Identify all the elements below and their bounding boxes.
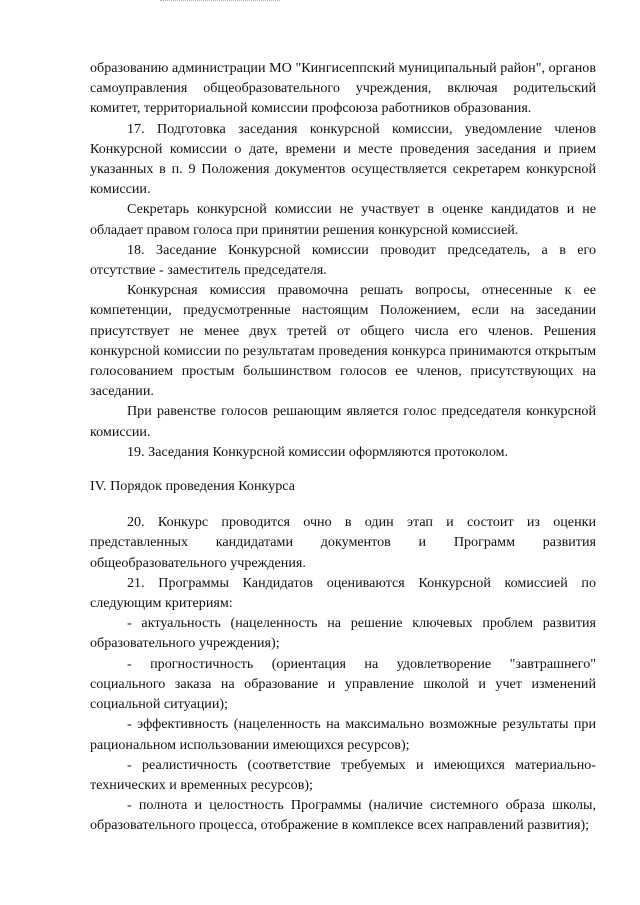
document-page — [90, 58, 596, 836]
criterion-realism: - реалистичность (соответствие требуемых и имеющихся материально-технических и временных ресурсов); — [90, 756, 596, 793]
paragraph-19: 19. Заседания Конкурсной комиссии оформляются протоколом. — [127, 443, 509, 460]
paragraphs-before — [90, 58, 596, 462]
criterion-relevance: - актуальность (нацеленность на решение ключевых проблем развития образовательного учреждения); — [90, 615, 596, 652]
paragraph-20: 20. Конкурс проводится очно в один этап и состоит из оценки представленных кандидатами документов и Программ развития общеобразовательного учреждения. — [90, 514, 596, 571]
section-heading: IV. Порядок проведения Конкурса — [90, 478, 295, 495]
paragraph-21: 21. Программы Кандидатов оцениваются Конкурсной комиссией по следующим критериям: — [90, 574, 596, 612]
criterion-efficiency: - эффективность (нацеленность на максимально возможные результаты при рациональном использовании имеющихся ресурсов); — [90, 716, 596, 753]
criterion-prognostic: - прогностичность (ориентация на удовлетворение "завтрашнего" социального заказа на образование и управление школой и учет изменений социальной ситуации); — [90, 655, 596, 713]
paragraph-18: 18. Заседание Конкурсной комиссии проводит председатель, а в его отсутствие - заместитель председателя. — [90, 241, 596, 279]
paragraph-17-secretary: Секретарь конкурсной комиссии не участвует в оценке кандидатов и не обладает правом голоса при принятии решения конкурсной комиссией. — [90, 201, 596, 238]
scan-artifact-top — [160, 0, 280, 4]
paragraph-intro: образованию администрации МО "Кингисеппский муниципальный район", органов самоуправления общеобразовательного учреждения, включая родительский комитет, территориальной комиссии профсоюза работников образования. — [90, 60, 596, 117]
paragraph-18-quorum: Конкурсная комиссия правомочна решать вопросы, отнесенные к ее компетенции, предусмотренные настоящим Положением, если на заседании присутствует не менее двух третей от общего числа его членов. Решения конкурсной комиссии по результатам проведения конкурса принимаются открытым голосованием простым большинством голосов ее членов, присутствующих на заседании. — [90, 282, 596, 400]
paragraph-17: 17. Подготовка заседания конкурсной комиссии, уведомление членов Конкурсной комиссии о дате, времени и месте проведения заседания и прием указанных в п. 9 Положения документов осуществляется секретарем конкурсной комиссии. — [90, 120, 596, 198]
criterion-completeness: - полнота и целостность Программы (наличие системного образа школы, образовательного процесса, отображение в комплексе всех направлений развития); — [90, 797, 596, 834]
paragraph-18-tie: При равенстве голосов решающим является голос председателя конкурсной комиссии. — [90, 403, 596, 440]
paragraphs-after — [90, 512, 596, 835]
